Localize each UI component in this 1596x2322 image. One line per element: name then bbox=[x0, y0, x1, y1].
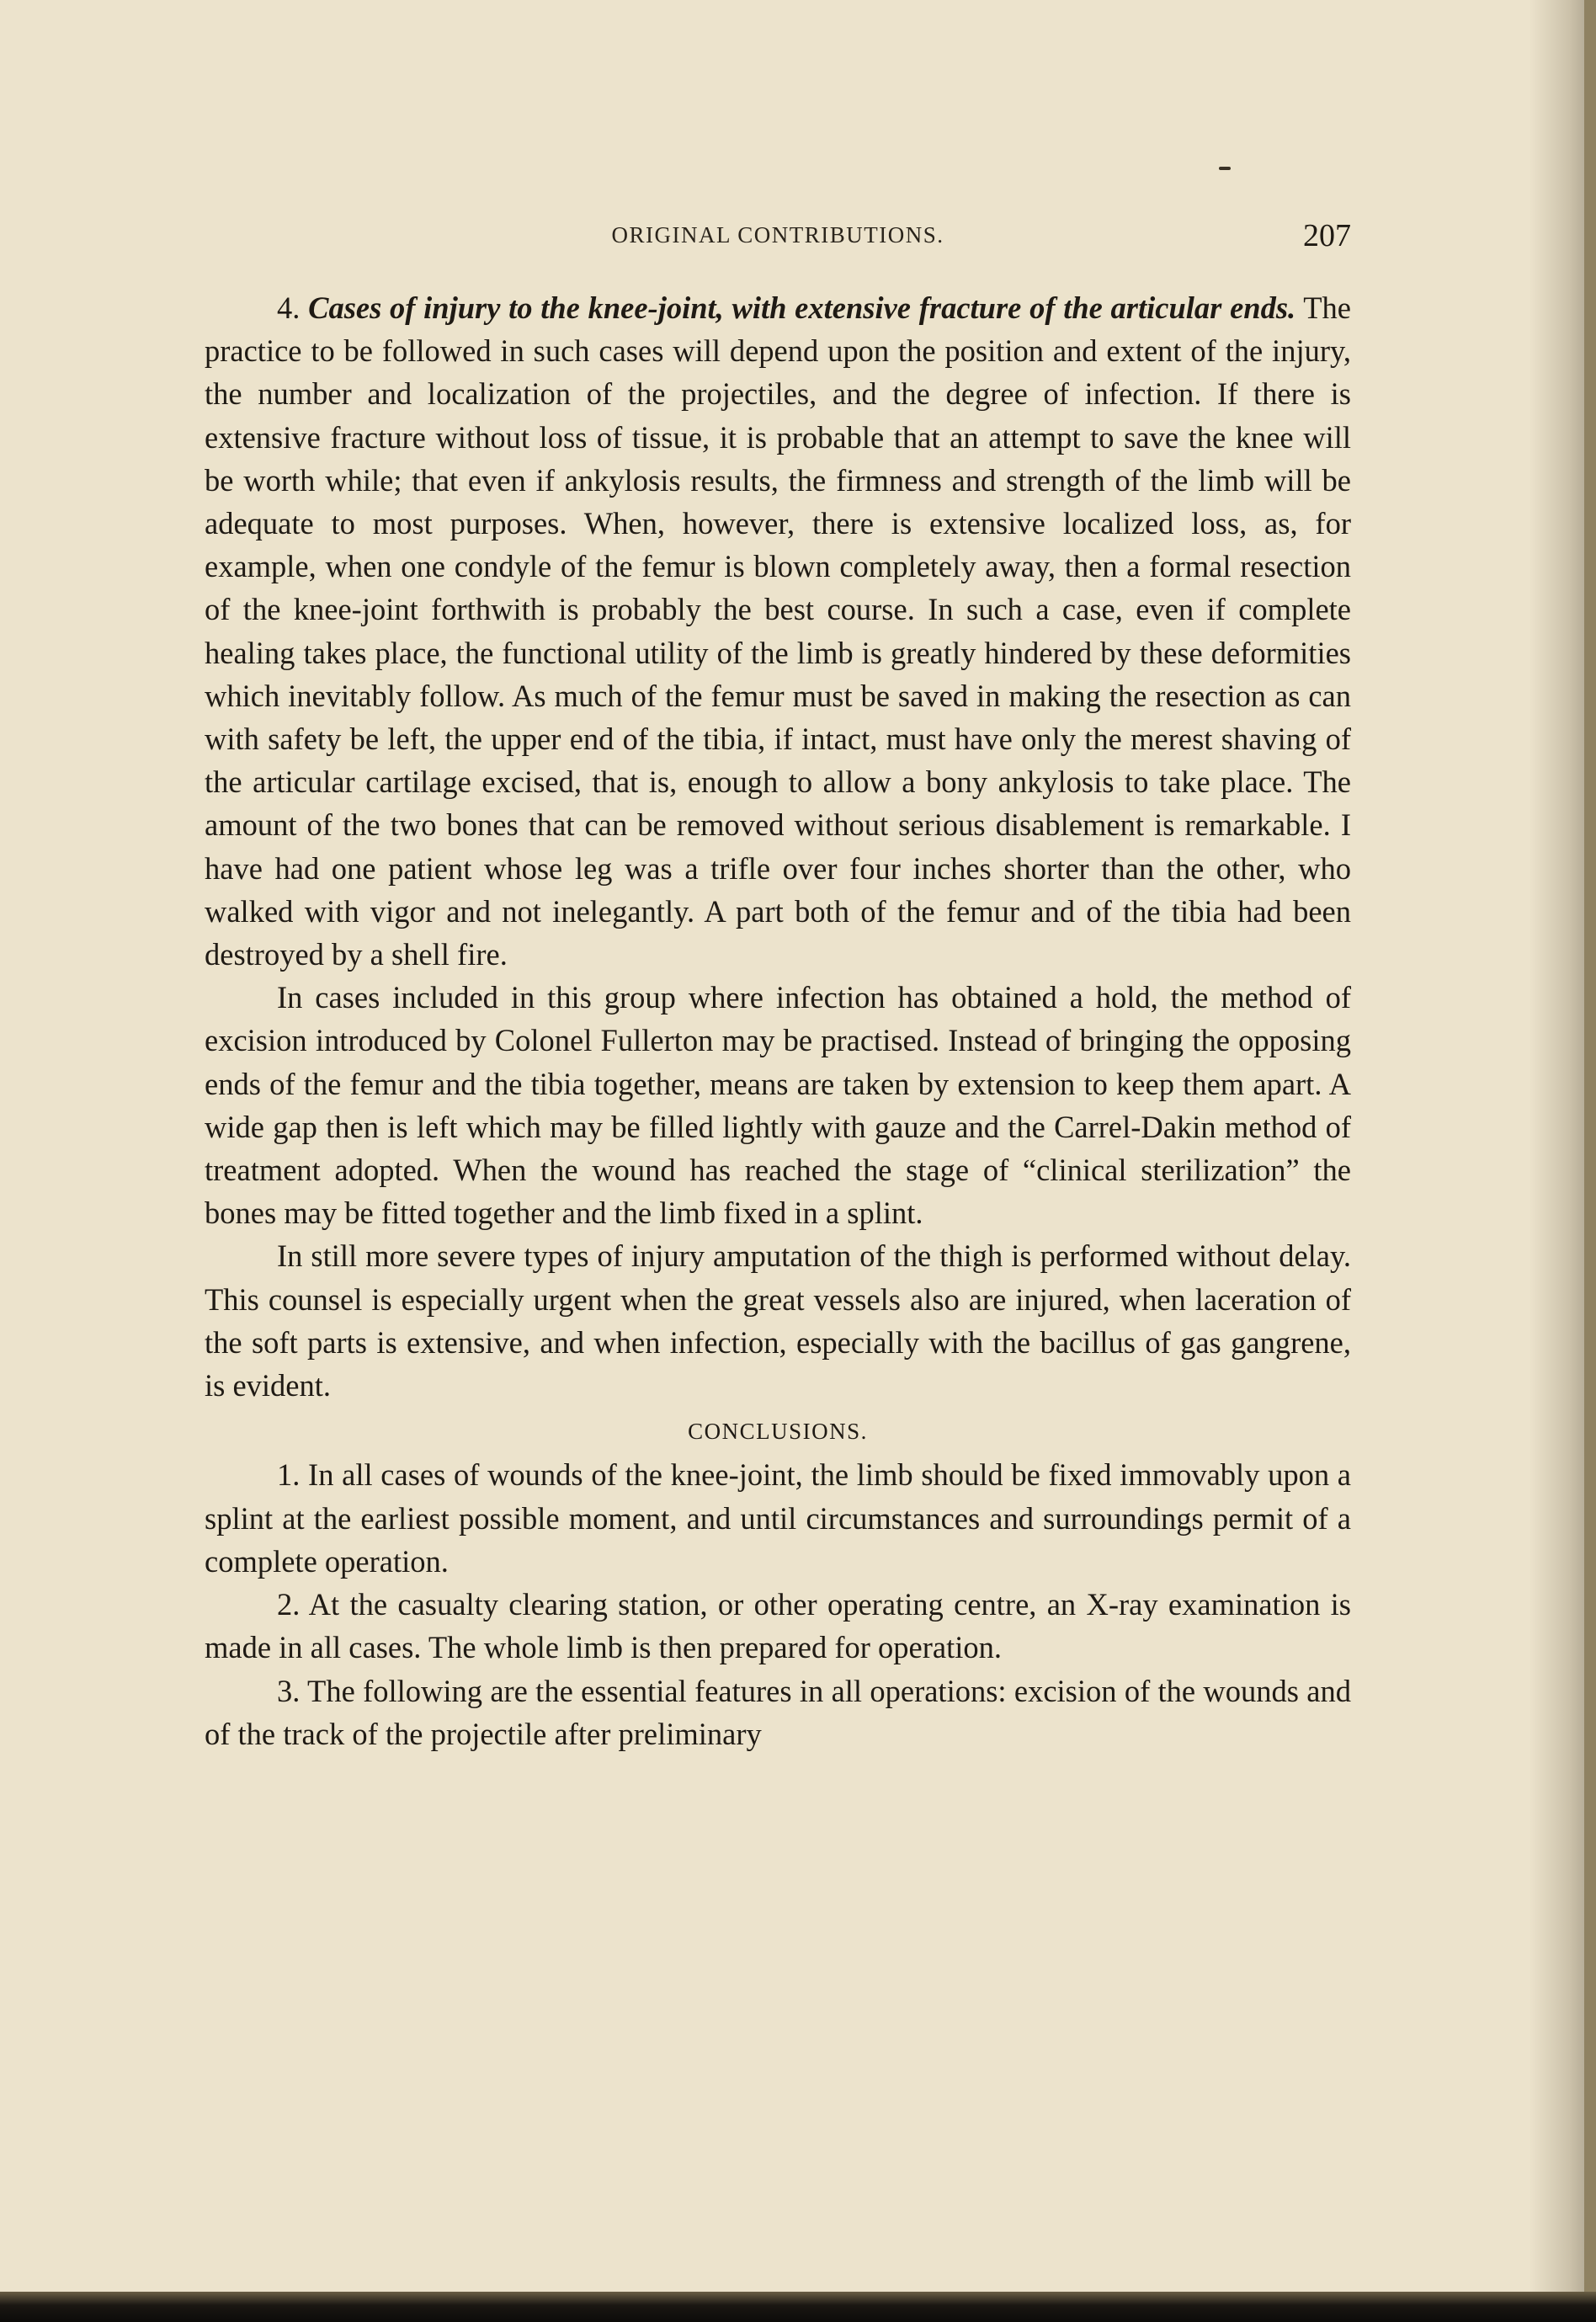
conclusion-item: 1. In all cases of wounds of the knee-joint, the limb should be fixed immovably upon a splint at the earliest possible moment, and until circumstances and surroundings permit of a complete operation. bbox=[205, 1457, 1351, 1579]
paragraph-italic-heading: Cases of injury to the knee-joint, with extensive fracture of the articular ends. bbox=[308, 290, 1296, 325]
conclusion-item: 3. The following are the essential features in all operations: excision of the wounds and of the track of the projectile after preliminary bbox=[205, 1673, 1351, 1751]
page-number: 207 bbox=[1303, 218, 1351, 253]
running-head: ORIGINAL CONTRIBUTIONS. bbox=[611, 222, 944, 248]
page-right-edge bbox=[1584, 0, 1596, 2322]
conclusions-heading: CONCLUSIONS. bbox=[688, 1419, 868, 1445]
paragraph-number: 4. bbox=[277, 290, 301, 325]
page-body bbox=[205, 286, 1351, 1755]
paragraph-text: The practice to be followed in such cases will depend upon the position and extent of the injury, the number and localization of the projectiles, and the degree of infection. If there is extensive fracture without loss of tissue, it is probable that an attempt to save the knee will be worth while; that even if ankylosis results, the firmness and strength of the limb will be adequate to most purposes. When, however, there is extensive localized loss, as, for example, when one condyle of the femur is blown completely away, then a formal resection of the knee-joint forthwith is probably the best course. In such a case, even if complete healing takes place, the functional utility of the limb is greatly hindered by these deformities which inevitably follow. As much of the femur must be saved in making the resection as can with safety be left, the upper end of the tibia, if intact, must have only the merest shaving of the articular cartilage excised, that is, enough to allow a bony ankylosis to take place. The amount of the two bones that can be removed without serious disablement is remarkable. I have had one patient whose leg was a trifle over four inches shorter than the other, who walked with vigor and not inelegantly. A part both of the femur and of the tibia had been destroyed by a shell fire. bbox=[205, 290, 1351, 972]
ink-speck bbox=[1219, 167, 1231, 170]
paragraph-knee-joint-cases bbox=[205, 286, 1351, 976]
conclusion-item: 2. At the casualty clearing station, or other operating centre, an X-ray examination is made in all cases. The whole limb is then prepared for operation. bbox=[205, 1587, 1351, 1665]
paragraph-amputation: In still more severe types of injury amputation of the thigh is performed without delay. This counsel is especially urgent when the great vessels also are injured, when laceration of the soft parts is extensive, and when infection, especially with the bacillus of gas gangrene, is evident. bbox=[205, 1238, 1351, 1403]
paragraph-infection-excision: In cases included in this group where infection has obtained a hold, the method of excision introduced by Colonel Fullerton may be practised. Instead of bringing the opposing ends of the femur and the tibia together, means are taken by extension to keep them apart. A wide gap then is left which may be filled lightly with gauze and the Carrel-Dakin method of treatment adopted. When the wound has reached the stage of “clinical sterilization” the bones may be fitted together and the limb fixed in a splint. bbox=[205, 980, 1351, 1231]
page-bottom-edge bbox=[0, 2292, 1596, 2322]
page-header bbox=[205, 217, 1351, 259]
